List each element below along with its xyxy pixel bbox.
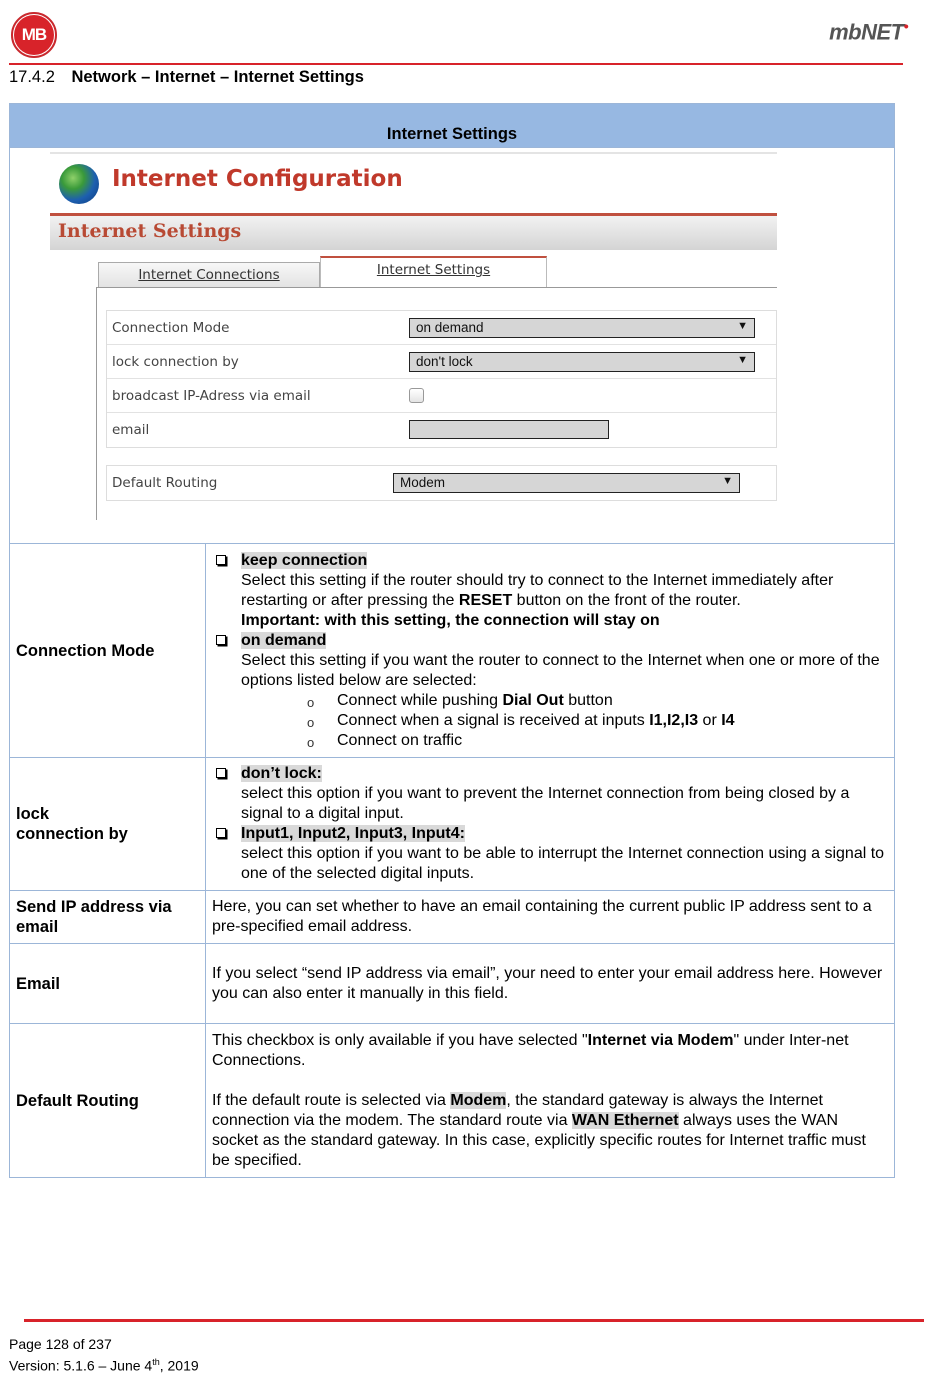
text: " under Inter-net Connections.: [212, 1031, 849, 1069]
connection-mode-description: [206, 544, 895, 758]
highlighted-term: WAN Ethernet: [571, 1111, 679, 1129]
text: , the standard gateway is always the Internet connection via the modem. The standard route via: [212, 1091, 823, 1129]
default-routing-label: Default Routing: [112, 475, 218, 491]
dropdown-arrow-icon: ▼: [737, 320, 748, 332]
tab-internet-connections[interactable]: Internet Connections: [98, 262, 320, 288]
section-title: Network – Internet – Internet Settings: [71, 68, 364, 86]
sub-bold: Dial Out: [502, 691, 564, 709]
lock-connection-select[interactable]: [409, 352, 755, 372]
section-heading: [9, 68, 364, 87]
lock-connection-label: lock connection by: [112, 354, 239, 370]
email-label: email: [112, 422, 150, 438]
email-term: Email: [10, 944, 206, 1024]
circle-bullet-icon: o: [307, 714, 315, 730]
paragraph: [212, 1031, 888, 1071]
option-text: select this option if you want to be able to interrupt the Internet connection using a signal to one of the selected digital inputs.: [241, 845, 885, 882]
default-routing-select[interactable]: [393, 473, 740, 493]
send-ip-description: Here, you can set whether to have an email containing the current public IP address sent to a pre-specified email address.: [206, 891, 895, 944]
internet-config-screenshot: [50, 152, 777, 520]
settings-table: [9, 103, 895, 1178]
version-info: [9, 1353, 199, 1375]
routing-form: [106, 465, 777, 501]
checkbox-bullet-icon: [216, 635, 226, 645]
sub-text: Connect while pushing: [337, 691, 503, 709]
broadcast-ip-checkbox[interactable]: [409, 388, 424, 403]
text: always uses the WAN socket as the standard gateway. In this case, explicitly specific routes for Internet traffic must be specified.: [212, 1111, 866, 1169]
broadcast-ip-label: broadcast IP-Adress via email: [112, 388, 311, 404]
term-line: connection by: [16, 825, 128, 843]
checkbox-bullet-icon: [216, 555, 226, 565]
option-text: Select this setting if the router should try to connect to the Internet immediately after restarting or after pressing the: [241, 571, 834, 609]
option-head: keep connection: [241, 551, 368, 569]
option-keep-connection: [212, 551, 888, 631]
sub-bold: I1,I2,I3: [649, 711, 699, 729]
form-row-lock-connection: [107, 345, 776, 379]
sub-text: or: [698, 711, 722, 729]
mbnet-logo: [829, 18, 908, 45]
email-input[interactable]: [409, 420, 609, 439]
lock-connection-value: don't lock: [416, 354, 473, 369]
form-row-connection-mode: [107, 311, 776, 345]
form-row-email: [107, 413, 776, 447]
highlighted-term: Modem: [450, 1091, 507, 1109]
section-number: 17.4.2: [9, 68, 55, 86]
table-row: [10, 1024, 895, 1178]
dropdown-arrow-icon: ▼: [722, 475, 733, 487]
lock-connection-description: [206, 758, 895, 891]
sub-item: [212, 731, 888, 751]
circle-bullet-icon: o: [307, 694, 315, 710]
page-number: Page 128 of 237: [9, 1336, 112, 1352]
version-text: Version: 5.1.6 – June 4: [9, 1357, 153, 1374]
text: This checkbox is only available if you have selected ": [212, 1031, 588, 1049]
screenshot-cell: [10, 148, 895, 544]
lock-connection-term: [10, 758, 206, 891]
table-row: [10, 544, 895, 758]
option-head: don’t lock:: [241, 765, 322, 782]
globe-icon: [59, 164, 99, 204]
sub-text: Connect on traffic: [337, 731, 463, 749]
header-divider: [9, 63, 903, 65]
page-title-bar: [50, 216, 777, 250]
table-row: [10, 944, 895, 1024]
option-inputs: [212, 824, 888, 884]
mbnet-logo-mark: •: [903, 18, 908, 34]
mb-logo-text: MB: [14, 15, 54, 55]
screenshot-top-border: [50, 152, 777, 154]
sub-item: [212, 691, 888, 711]
option-text: Select this setting if you want the router to connect to the Internet when one or more of the options listed below are selected:: [241, 651, 880, 689]
sub-bold: I4: [721, 711, 735, 729]
table-row: [10, 758, 895, 891]
sub-item: [212, 711, 888, 731]
paragraph: [212, 1091, 888, 1171]
term-line: lock: [16, 805, 50, 823]
email-description: If you select “send IP address via email”, your need to enter your email address here. However you can also enter it manually in this field.: [206, 944, 895, 1024]
mbnet-logo-text: mbNET: [829, 19, 904, 45]
default-routing-description: [206, 1024, 895, 1178]
send-ip-term: Send IP address via email: [10, 891, 206, 944]
option-text: button on the front of the router.: [512, 591, 741, 609]
settings-form: [106, 310, 777, 448]
tab-internet-settings[interactable]: Internet Settings: [320, 256, 547, 288]
table-header: Internet Settings: [10, 104, 895, 148]
option-head: Input1, Input2, Input3, Input4:: [241, 825, 465, 842]
table-row: [10, 891, 895, 944]
dropdown-arrow-icon: ▼: [737, 354, 748, 366]
checkbox-bullet-icon: [216, 768, 226, 778]
footer: [9, 1335, 199, 1375]
option-text: select this option if you want to prevent the Internet connection from being closed by a signal to a digital input.: [241, 785, 850, 822]
default-routing-term: Default Routing: [10, 1024, 206, 1178]
page-title: Internet Settings: [58, 220, 242, 242]
mb-logo: [11, 12, 57, 58]
text: If the default route is selected via: [212, 1091, 451, 1109]
checkbox-bullet-icon: [216, 828, 226, 838]
connection-mode-term: Connection Mode: [10, 544, 206, 758]
panel-border: [96, 287, 97, 520]
tab-divider: [96, 287, 777, 288]
option-head: on demand: [241, 631, 327, 649]
config-title: Internet Configuration: [112, 166, 403, 192]
sub-text: Connect when a signal is received at inputs: [337, 711, 650, 729]
option-on-demand: [212, 631, 888, 691]
circle-bullet-icon: o: [307, 734, 315, 750]
version-sup: th: [152, 1357, 160, 1367]
option-dont-lock: [212, 764, 888, 824]
important-note: Important: with this setting, the connection will stay on: [241, 611, 660, 629]
form-row-default-routing: [107, 466, 776, 500]
connection-mode-value: on demand: [416, 320, 484, 335]
connection-mode-label: Connection Mode: [112, 320, 230, 336]
bold-text: Internet via Modem: [587, 1031, 734, 1049]
version-text: , 2019: [159, 1357, 199, 1374]
sub-text: button: [563, 691, 613, 709]
default-routing-value: Modem: [400, 475, 446, 490]
option-bold: RESET: [458, 591, 513, 609]
form-row-broadcast-ip: [107, 379, 776, 413]
connection-mode-select[interactable]: [409, 318, 755, 338]
footer-divider: [24, 1319, 924, 1322]
